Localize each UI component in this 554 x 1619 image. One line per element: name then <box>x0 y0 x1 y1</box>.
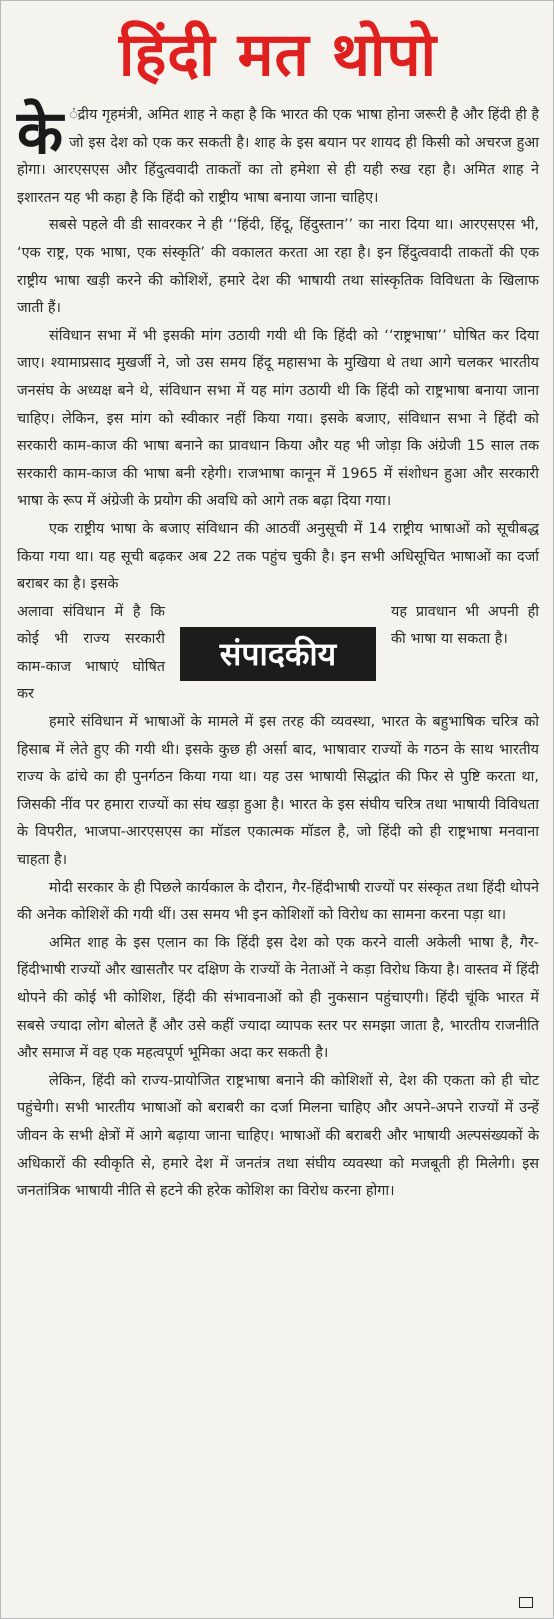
drop-cap: के <box>17 98 64 168</box>
headline: हिंदी मत थोपो <box>118 20 438 90</box>
paragraph-6: मोदी सरकार के ही पिछले कार्यकाल के दौरान, गैर-हिंदीभाषी राज्यों पर संस्कृत तथा हिंदी थोपने की अनेक कोशिशें की गयी थीं। उस समय भी इन कोशिशों को विरोध का सामना करना पड़ा था। <box>17 879 539 924</box>
paragraph-1: के ंद्रीय गृहमंत्री, अमित शाह ने कहा है कि भारत की एक भाषा होना जरूरी है और हिंदी ही है जो इस देश को एक कर सकती है। शाह के इस बयान पर शायद ही किसी को अचरज हुआ होगा। आरएसएस और हिंदुत्ववादी ताकतों का तो हमेशा से ही यही रुख रहा है। अमित शाह ने इशारतन यह भी कहा है कि हिंदी को राष्ट्रीय भाषा बनाया जाना चाहिए। <box>17 98 539 206</box>
paragraph-8: लेकिन, हिंदी को राज्य-प्रायोजित राष्ट्रभाषा बनाने की कोशिशों से, देश की एकता को ही चोट पहुंचेगी। सभी भारतीय भाषाओं को बराबरी का दर्जा मिलना चाहिए और अपने-अपने राज्यों में उन्हें जीवन के सभी क्षेत्रों में आगे बढ़ाया जाना चाहिए। भाषाओं की बराबरी और भाषायी अल्पसंख्यकों के अधिकारों की स्वीकृति से, हमारे देश में जनतंत्र तथा संघीय व्यवस्था को मजबूती ही मिलेगी। इस जनतांत्रिक भाषायी नीति से हटने की हरेक कोशिश का विरोध करना होगा। <box>17 1072 539 1200</box>
article-body <box>17 98 539 1206</box>
paragraph-2: सबसे पहले वी डी सावरकर ने ही ‘‘हिंदी, हिंदू, हिंदुस्तान’’ का नारा दिया था। आरएसएस भी, ‘एक राष्ट्र, एक भाषा, एक संस्कृति’ की वकालत करता आ रहा है। इन हिंदुत्ववादी ताकतों की एक राष्ट्रीय भाषा खड़ी करने की कोशिशें, हमारे देश की भाषायी तथा सांस्कृतिक विविधता के खिलाफ जाती हैं। <box>17 217 539 317</box>
paragraph-7: अमित शाह के इस एलान का कि हिंदी इस देश को एक करने वाली अकेली भाषा है, गैर-हिंदीभाषी राज्यों और खासतौर पर दक्षिण के राज्यों के नेताओं ने कड़ा विरोध किया है। वास्तव में हिंदी थोपने की कोई भी कोशिश, हिंदी की संभावनाओं को ही नुकसान पहुंचाएगी। हिंदी चूंकि भारत में सबसे ज्यादा लोग बोलते हैं और उसे कहीं ज्यादा व्यापक स्तर पर समझा जाता है, भारतीय राजनीति और समाज में वह एक महत्वपूर्ण भूमिका अदा कर सकती है। <box>17 934 539 1062</box>
inset-left-text: अलावा संविधान में है कि कोई भी राज्य सरकारी काम-काज भाषाएं घोषित कर <box>17 603 165 703</box>
editorial-label: संपादकीय <box>180 627 376 681</box>
paragraph-3: संविधान सभा में भी इसकी मांग उठायी गयी थी कि हिंदी को ‘‘राष्ट्रभाषा’’ घोषित कर दिया जाए। श्यामाप्रसाद मुखर्जी ने, जो उस समय हिंदू महासभा के मुखिया थे तथा आगे चलकर भारतीय जनसंघ के अध्यक्ष बने थे, संविधान सभा में यह मांग उठायी थी कि हिंदी को राष्ट्रभाषा बनाया जाना चाहिए। लेकिन, इस मांग को स्वीकार नहीं किया गया। इसके बजाए, संविधान सभा ने हिंदी को सरकारी काम-काज की भाषा बनाने का प्रावधान किया और यह भी जोड़ा कि अंग्रेजी 15 साल तक सरकारी काम-काज की भाषा बनी रहेगी। राजभाषा कानून में 1965 में संशोधन हुआ और सरकारी भाषा के रूप में अंग्रेजी के प्रयोग की अवधि को आगे तक बढ़ा दिया गया। <box>17 327 539 510</box>
inset-right-text: यह प्रावधान भी अपनी ही की भाषा या सकता है। <box>391 603 539 648</box>
paragraph-4: एक राष्ट्रीय भाषा के बजाए संविधान की आठवीं अनुसूची में 14 राष्ट्रीय भाषाओं को सूचीबद्ध किया गया था। यह सूची बढ़कर अब 22 तक पहुंच चुकी है। इन सभी अधिसूचित भाषाओं का दर्जा बराबर का है। इसके <box>17 520 539 593</box>
editorial-label-box <box>165 599 391 709</box>
paragraph-5: हमारे संविधान में भाषाओं के मामले में इस तरह की व्यवस्था, भारत के बहुभाषिक चरित्र को हिसाब में लेते हुए की गयी थी। इसके कुछ ही अर्सा बाद, भाषावार राज्यों के गठन के साथ भारतीय राज्य के ढांचे का ही पुनर्गठन किया गया था। यह उस भाषायी सिद्धांत की फिर से पुष्टि करता था, जिसकी नींव पर हमारा राज्यों का संघ खड़ा हुआ है। भारत के इस संघीय चरित्र तथा भाषायी विविधता के विपरीत, भाजपा-आरएसएस का मॉडल एकात्मक मॉडल है, जो हिंदी को ही राष्ट्रभाषा मनवाना चाहता है। <box>17 714 539 869</box>
editorial-inset-row <box>17 599 539 709</box>
end-box-icon <box>519 1597 533 1608</box>
